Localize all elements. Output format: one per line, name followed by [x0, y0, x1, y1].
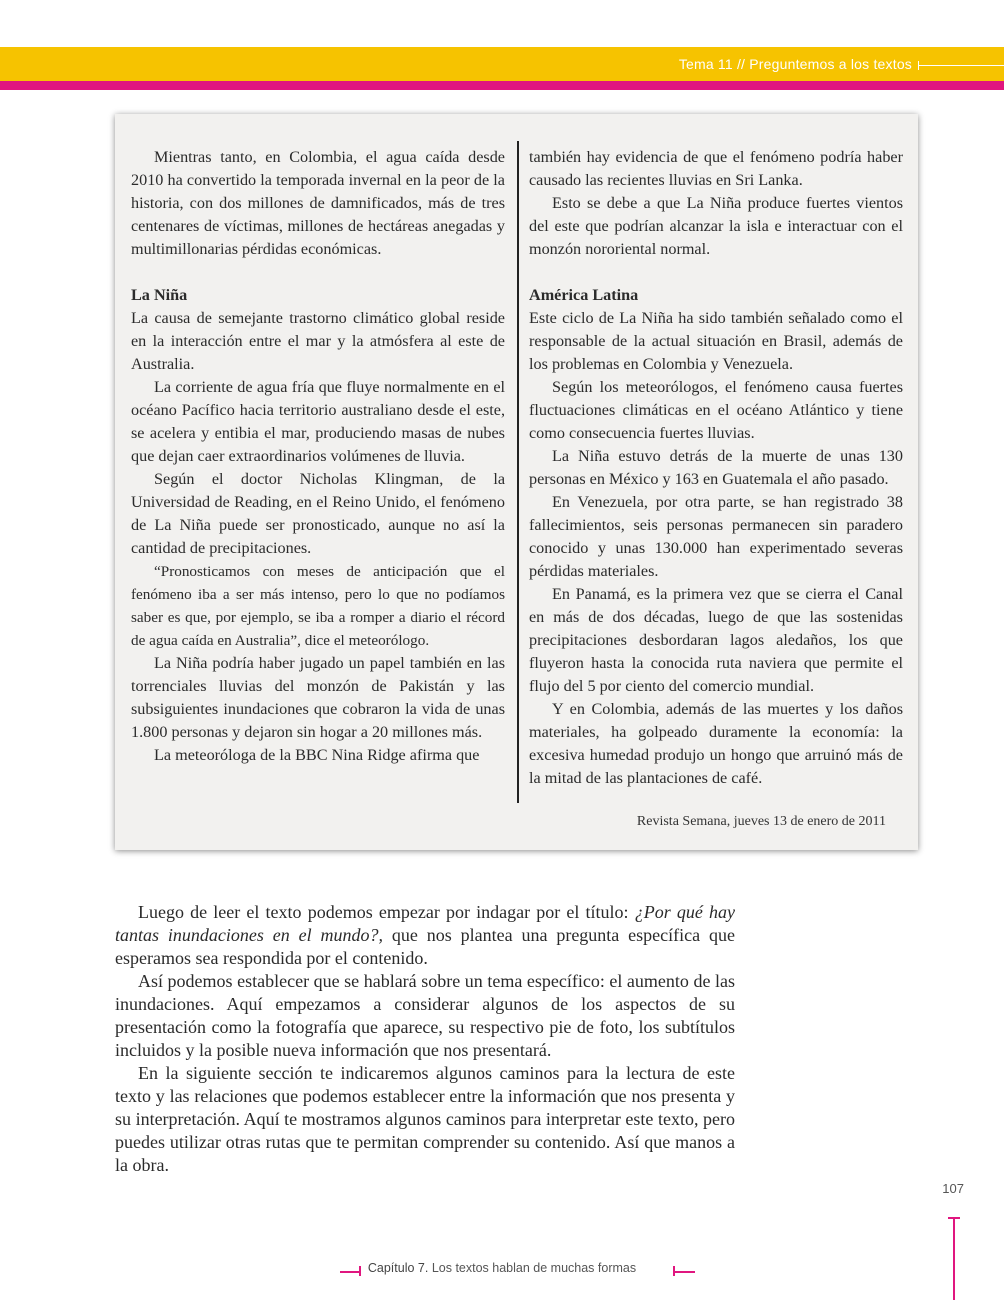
- body-paragraph: Así podemos establecer que se hablará sobre un tema específico: el aumento de las inundaciones. Aquí empezamos a considerar algunos de los aspectos de su presentación como la fotografía que aparece, su respectivo pie de foto, los subtítulos incluidos y la posible nueva información que nos presentará.: [115, 971, 735, 1060]
- article-paragraph: En Panamá, es la primera vez que se cierra el Canal en más de dos décadas, luego de que las sostenidas precipitaciones desbordaran lagos aledaños, los que fluyeron hasta la conocida ruta naviera que permite el flujo del 5 por ciento del comercio mundial.: [529, 585, 903, 695]
- article-subheading: La Niña: [131, 286, 188, 304]
- article-paragraph: La Niña estuvo detrás de la muerte de unas 130 personas en México y 163 en Guatemala el año pasado.: [529, 447, 903, 488]
- footer-chapter-title: Los textos hablan de muchas formas: [431, 1261, 637, 1275]
- footer-chapter-label: Capítulo 7.: [367, 1261, 429, 1275]
- article-title-reference: ¿Por qué hay tantas inundaciones en el mundo?,: [115, 902, 735, 945]
- article-paragraph: La causa de semejante trastorno climático global reside en la interacción entre el mar y la atmósfera al este de Australia.: [131, 309, 505, 373]
- article-paragraph: En Venezuela, por otra parte, se han registrado 38 fallecimientos, seis personas permanecen sin paradero conocido y unas 130.000 han experimentado severas pérdidas materiales.: [529, 493, 903, 580]
- article-paragraph: Esto se debe a que La Niña produce fuertes vientos del este que podrían alcanzar la isla e interactuar con el monzón nororiental normal.: [529, 194, 903, 258]
- article-paragraph: Y en Colombia, además de las muertes y los daños materiales, ha golpeado duramente la economía: la excesiva humedad produjo un hongo que arruinó más de la mitad de las plantaciones de café.: [529, 700, 903, 787]
- article-subheading: América Latina: [529, 286, 639, 304]
- body-paragraph: En la siguiente sección te indicaremos algunos caminos para la lectura de este texto y las relaciones que podemos establecer entre la información que nos presenta y su interpretación. Aquí te mostramos algunos caminos para interpretar este texto, pero puedes utilizar otras rutas que te permitan comprender su contenido. Así que manos a la obra.: [115, 1063, 735, 1175]
- article-paragraph: Según los meteorólogos, el fenómeno causa fuertes fluctuaciones climáticas en el océano Atlántico y tiene como consecuencia fuertes lluvias.: [529, 378, 903, 442]
- header-rule: [918, 65, 1004, 66]
- body-text: [115, 901, 735, 1177]
- header-topic: Tema 11 // Preguntemos a los textos: [678, 56, 912, 72]
- column-divider: [517, 141, 519, 803]
- article-excerpt-box: [115, 114, 918, 850]
- article-quote: “Pronosticamos con meses de anticipación que el fenómeno iba a ser más intenso, pero lo que no podíamos saber es que, por ejemplo, se iba a romper a diario el récord de agua caída en Australia”, dice el meteorólogo.: [131, 563, 505, 649]
- body-paragraph-text: Luego de leer el texto podemos empezar por indagar por el título:: [138, 902, 635, 922]
- footer-rule-right: [673, 1271, 695, 1273]
- header-accent-stripe: [0, 81, 1004, 90]
- article-paragraph: La meteoróloga de la BBC Nina Ridge afirma que: [154, 746, 480, 764]
- article-source-citation: Revista Semana, jueves 13 de enero de 2011: [636, 814, 886, 829]
- margin-rule: [953, 1218, 955, 1300]
- footer: [0, 1261, 1004, 1275]
- article-paragraph: también hay evidencia de que el fenómeno podría haber causado las recientes lluvias en Sri Lanka.: [529, 148, 903, 189]
- page-number: 107: [942, 1181, 964, 1196]
- article-paragraph: Según el doctor Nicholas Klingman, de la Universidad de Reading, en el Reino Unido, el fenómeno de La Niña puede ser pronosticado, aunque no así la cantidad de precipitaciones.: [131, 470, 505, 557]
- body-paragraph: [115, 901, 735, 970]
- article-paragraph: Mientras tanto, en Colombia, el agua caída desde 2010 ha convertido la temporada invernal en la peor de la historia, con dos millones de damnificados, más de tres centenares de víctimas, millones de hectáreas anegadas y multimillonarias pérdidas económicas.: [131, 148, 505, 258]
- article-paragraph: Este ciclo de La Niña ha sido también señalado como el responsable de la actual situación en Brasil, además de los problemas en Colombia y Venezuela.: [529, 309, 903, 373]
- article-paragraph: La Niña podría haber jugado un papel también en las torrenciales lluvias del monzón de Pakistán y las subsiguientes inundaciones que cobraron la vida de unas 1.800 personas y dejaron sin hogar a 20 millones más.: [131, 654, 505, 741]
- body-paragraph-text: que nos plantea una pregunta específica que esperamos sea respondida por el contenido.: [115, 925, 735, 968]
- article-right-column: [529, 146, 903, 790]
- article-left-column: [131, 146, 505, 767]
- article-paragraph: La corriente de agua fría que fluye normalmente en el océano Pacífico hacia territorio australiano desde el este, se acelera y entibia el mar, produciendo masas de nubes que dejan caer extraordinarios volúmenes de lluvia.: [131, 378, 505, 465]
